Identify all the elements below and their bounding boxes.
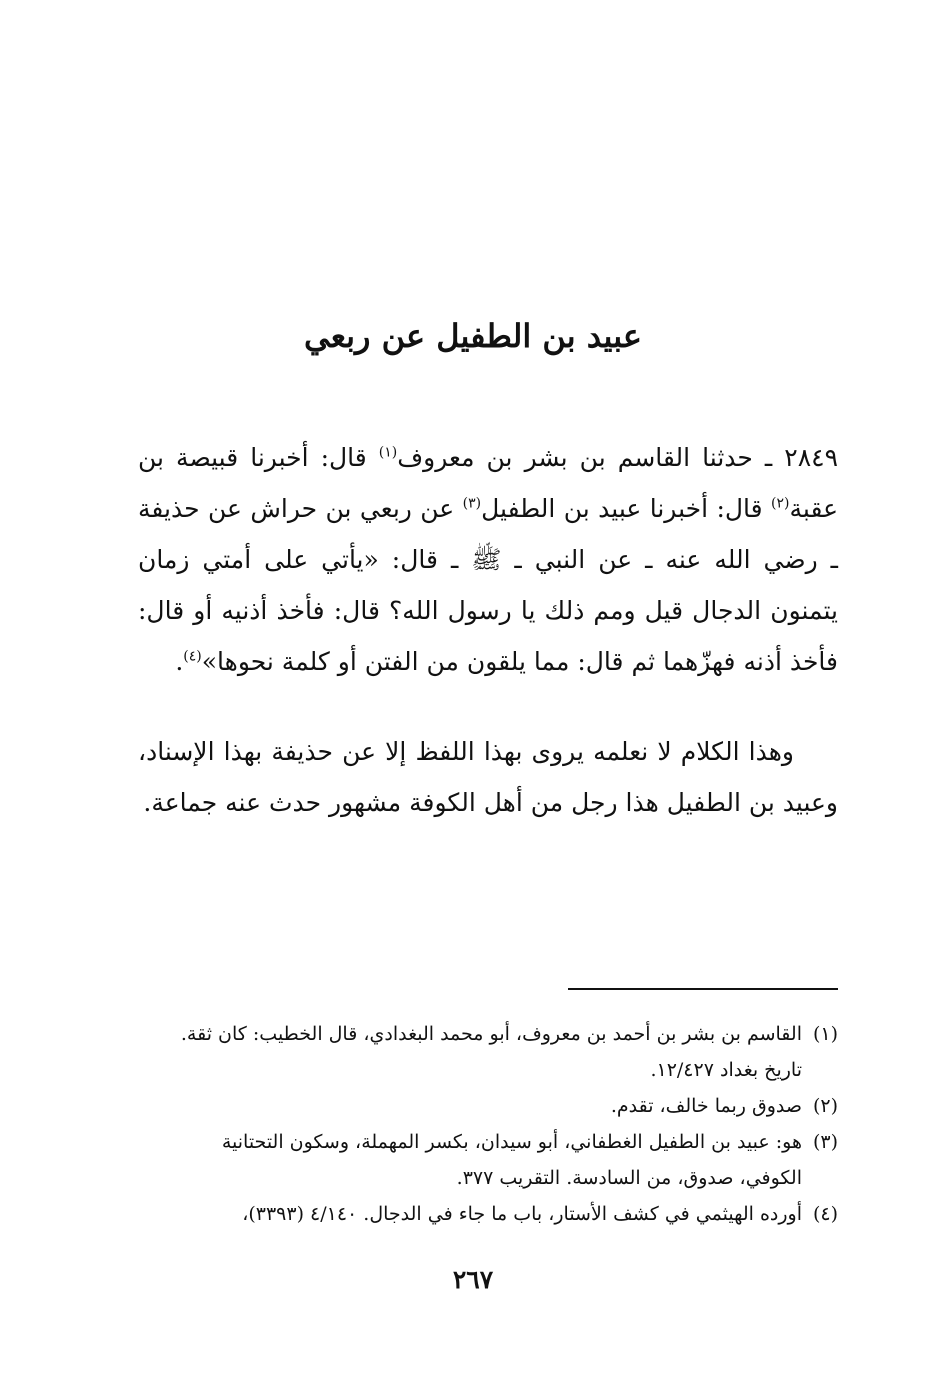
footnote-2 — [138, 1088, 838, 1124]
footnote-4 — [138, 1196, 838, 1232]
hadith-text-part: قال: أخبرنا قبيصة بن عقبة — [138, 443, 839, 523]
footnote-marker: (٣) — [812, 1131, 838, 1153]
footnote-ref-2[interactable]: (٢) — [771, 495, 790, 512]
footnote-ref-4[interactable]: (٤) — [183, 648, 202, 665]
footnote-text: القاسم بن بشر بن أحمد بن معروف، أبو محمد البغدادي، قال الخطيب: كان ثقة. — [180, 1023, 802, 1045]
footnote-text: صدوق ربما خالف، تقدم. — [610, 1095, 802, 1117]
hadith-text-part: قال: أخبرنا عبيد بن الطفيل — [481, 494, 772, 523]
hadith-text-part: عن ربعي بن حراش عن حذيفة ـ رضي الله عنه ـ عن النبي ـ ﷺ ـ قال: «يأتي على أمتي زمان يتمنون الدجال قيل ومم ذلك يا رسول الله؟ قال: فأخذ أذنيه أو قال: فأخذ أذنه فهزّهما ثم قال: مما يلقون من الفتن أو كلمة نحوها» — [138, 494, 838, 676]
footnote-3-continuation: الكوفي، صدوق، من السادسة. التقريب ٣٧٧. — [456, 1167, 802, 1189]
footnote-1-continuation: تاريخ بغداد ١٢/٤٢٧. — [650, 1059, 802, 1081]
footnotes-section — [138, 1016, 838, 1232]
footnote-3 — [138, 1124, 838, 1160]
page-number: ٢٦٧ — [452, 1265, 494, 1294]
footnote-ref-3[interactable]: (٣) — [462, 495, 482, 512]
footnote-marker: (٤) — [812, 1203, 838, 1225]
footnote-marker: (٢) — [812, 1095, 838, 1117]
footnote-1 — [138, 1016, 838, 1052]
footnote-ref-1[interactable]: (١) — [378, 444, 398, 461]
footnote-divider — [568, 988, 838, 990]
hadith-text-part: ـ حدثنا القاسم بن بشر بن معروف — [397, 443, 785, 472]
hadith-text-part: . — [175, 647, 184, 676]
footnote-text: هو: عبيد بن الطفيل الغطفاني، أبو سيدان، بكسر المهملة، وسكون التحتانية — [221, 1131, 802, 1153]
chapter-title: عبيد بن الطفيل عن ربعي — [304, 317, 642, 355]
footnote-text: أورده الهيثمي في كشف الأستار، باب ما جاء في الدجال. ٤/١٤٠ (٣٣٩٣)، — [242, 1203, 802, 1225]
commentary-paragraph: وهذا الكلام لا نعلمه يروى بهذا اللفظ إلا عن حذيفة بهذا الإسناد، وعبيد بن الطفيل هذا رجل من أهل الكوفة مشهور حدث عنه جماعة. — [138, 737, 838, 817]
hadith-paragraph — [138, 432, 838, 687]
footnote-marker: (١) — [812, 1023, 838, 1045]
hadith-number: ٢٨٤٩ — [784, 443, 838, 472]
